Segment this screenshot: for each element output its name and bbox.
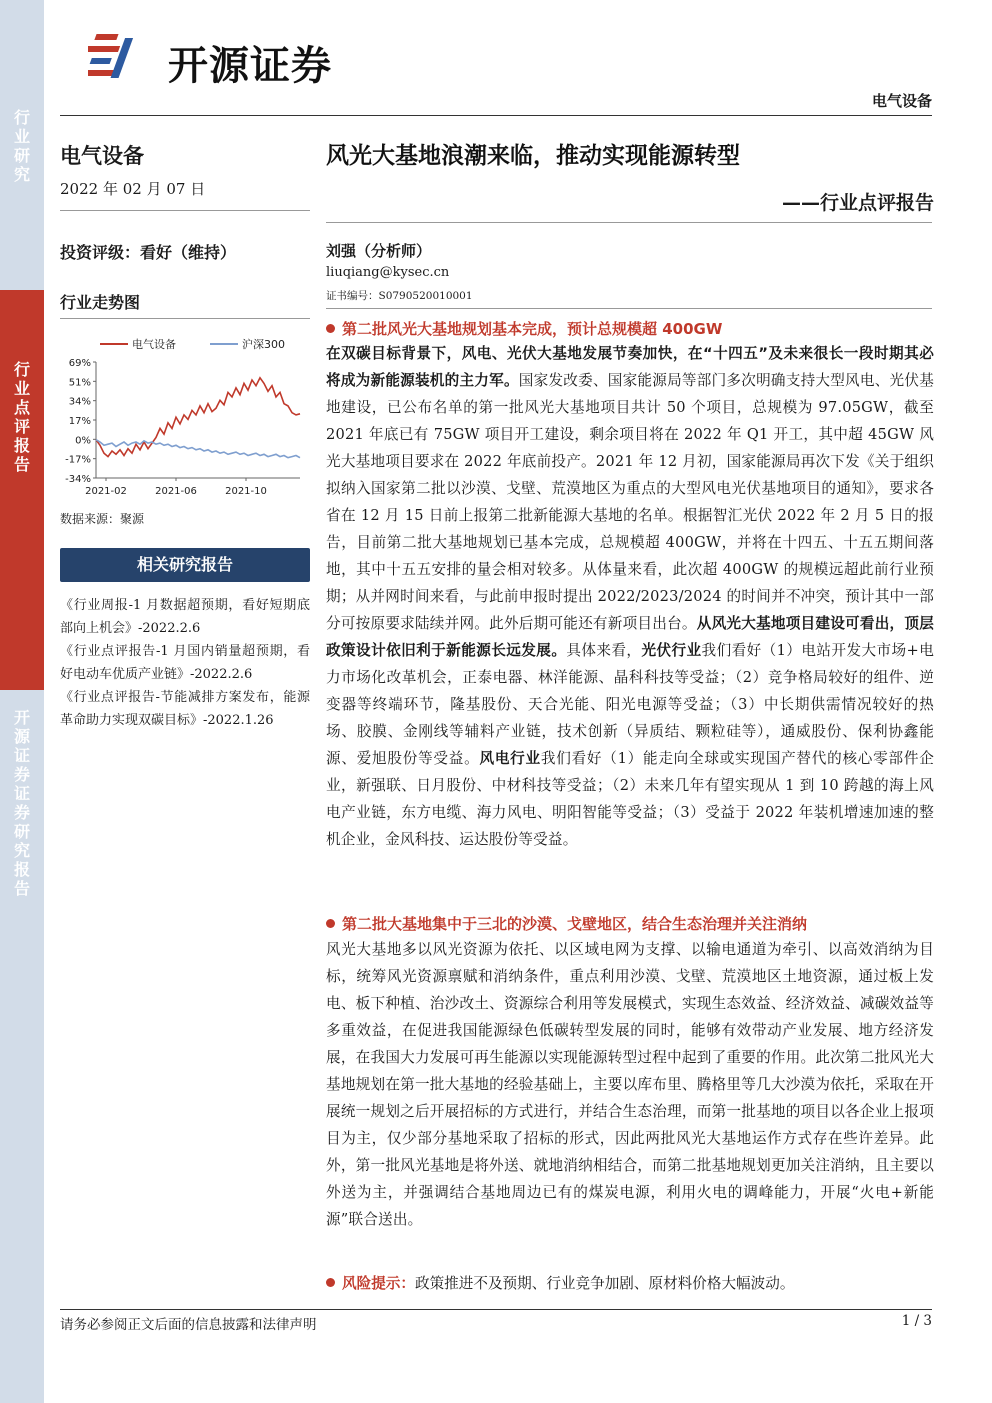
y-tick-label: 69% (68, 358, 91, 369)
x-tick-label: 2021-02 (85, 486, 127, 497)
side-label-bottom: 开源证券 证券研究报告 (13, 708, 30, 898)
wind-label: 风电行业 (479, 750, 541, 767)
section-2-heading (326, 913, 934, 934)
bullet-icon (326, 1278, 335, 1287)
analyst-email[interactable]: liuqiang@kysec.cn (326, 265, 450, 280)
left-divider-1 (60, 210, 310, 211)
trend-chart (56, 330, 312, 502)
risk-label: 风险提示： (342, 1275, 415, 1292)
series-line-index (96, 440, 300, 458)
analyst-cert: 证书编号：S0790520010001 (326, 290, 473, 302)
report-title: 风光大基地浪潮来临，推动实现能源转型 (326, 143, 740, 169)
page-number: 1 / 3 (901, 1313, 932, 1329)
investment-rating: 投资评级：看好（维持） (60, 243, 237, 262)
side-label-middle: 行业点评报告 (13, 360, 30, 474)
logo-mark-icon (88, 30, 160, 86)
related-reports-title: 相关研究报告 (60, 548, 310, 582)
analyst-name: 刘强（分析师） (326, 242, 432, 260)
y-tick-label: 17% (68, 416, 91, 427)
y-tick-label: -34% (65, 474, 91, 485)
legend-label: 沪深300 (242, 338, 285, 351)
related-report-item[interactable]: 《行业周报-1 月数据超预期，看好短期底部向上机会》-2022.2.6 (60, 598, 310, 636)
related-reports-list (60, 594, 310, 732)
section-1-heading-text: 第二批风光大基地规划基本完成，预计总规模超 400GW (342, 320, 723, 338)
side-label-top: 行业研究 (13, 108, 30, 184)
x-tick-label: 2021-10 (225, 486, 267, 497)
report-date: 2022 年 02 月 07 日 (60, 180, 206, 198)
bullet-icon (326, 919, 335, 928)
legend-label: 电气设备 (132, 338, 176, 351)
header-section-tag: 电气设备 (871, 92, 932, 110)
risk-text: 政策推进不及预期、行业竞争加剧、原材料价格大幅波动。 (414, 1275, 795, 1292)
header-divider (60, 115, 932, 116)
section-2-body: 风光大基地多以风光资源为依托、以区域电网为支撑、以输电通道为牵引、以高效消纳为目标，统筹风光资源禀赋和消纳条件，重点利用沙漠、戈壁、荒漠地区土地资源，通过板上发电、板下种植、治沙改土、资源综合利用等发展模式，实现生态效益、经济效益、减碳效益等多重效益，在促进我国能源绿色低碳转型发展的同时，能够有效带动产业发展、地方经济发展，在我国大力发展可再生能源以实现能源转型过程中起到了重要的作用。此次第二批风光大基地规划在第一批大基地的经验基础上，主要以库布里、腾格里等几大沙漠为依托，采取在开展统一规划之后开展招标的方式进行，并结合生态治理，而第一批基地的项目以各企业上报项目为主，仅少部分基地采取了招标的形式，因此两批风光大基地运作方式存在些许差异。此外，第一批风光基地是将外送、就地消纳相结合，而第二批基地规划更加关注消纳，且主要以外送为主，并强调结合基地周边已有的煤炭电源，利用火电的调峰能力，开展“火电+新能源”联合送出。 (326, 941, 934, 1228)
brand-logo (88, 30, 388, 90)
section-1-bold-2: 从风光大基地项目建设可看出，顶层政策设计依旧利于新能源长远发展。 (326, 615, 934, 659)
title-divider (326, 222, 932, 223)
trend-title: 行业走势图 (60, 293, 141, 312)
brand-name: 开源证券 (168, 43, 332, 89)
footer-divider (60, 1309, 932, 1310)
section-1-body (326, 340, 934, 853)
data-source: 数据来源：聚源 (60, 512, 145, 526)
section-1-text-2a: 具体来看， (566, 642, 642, 659)
side-strip (0, 0, 44, 1403)
y-tick-label: -17% (65, 454, 91, 466)
related-report-item[interactable]: 《行业点评报告-1 月国内销量超预期，看好电动车优质产业链》-2022.2.6 (60, 644, 310, 682)
y-tick-label: 0% (75, 435, 91, 447)
related-report-item[interactable]: 《行业点评报告-节能减排方案发布，能源革命助力实现双碳目标》-2022.1.26 (60, 690, 310, 728)
pv-label: 光伏行业 (641, 642, 702, 659)
section-1-text: 国家发改委、国家能源局等部门多次明确支持大型风电、光伏基地建设，已公布名单的第一批风光大基地项目共计 50 个项目，总规模为 97.05GW，截至 2021 年底已有 75GW 项目开工建设，剩余项目将在 2022 年 Q1 开工，其中超 45GW 风光大基地项目要求在 2022 年底前投产。2021 年 12 月初，国家能源局再次下发《关于组织拟纳入国家第二批以沙漠、戈壁、荒漠地区为重点的大型风电光伏基地项目的通知》，要求各省在 12 月 15 日前上报第二批新能源大基地的名单。根据智汇光伏 2022 年 2 月 5 日的报告，目前第二批大基地规划已基本完成，总规模超 400GW，并将在十四五、十五五期间落地，其中十五五安排的量会相对较多。从体量来看，此次超 400GW 的规模远超此前行业预期；从并网时间来看，与此前申报时提出 2022/2023/2024 的时间并不冲突，预计其中一部分可按原要求陆续并网。此外后期可能还有新项目出台。 (326, 372, 934, 632)
left-divider-2 (60, 318, 310, 319)
section-1-text-2c: 我们看好（1）能走向全球或实现国产替代的核心零部件企业，新强联、日月股份、中材科技等受益；（2）未来几年有望实现从 1 到 10 跨越的海上风电产业链，东方电缆、海力风电、明阳智能等受益；（3）受益于 2022 年装机增速加速的整机企业，金风科技、运达股份等受益。 (326, 750, 934, 848)
footer-disclaimer: 请务必参阅正文后面的信息披露和法律声明 (60, 1317, 317, 1333)
y-tick-label: 51% (68, 377, 91, 389)
risk-notice (326, 1272, 934, 1293)
x-tick-label: 2021-06 (155, 486, 197, 497)
industry-name: 电气设备 (60, 144, 144, 168)
y-tick-label: 34% (68, 396, 91, 408)
section-1-lead: 在双碳目标背景下，风电、光伏大基地发展节奏加快，在“十四五”及未来很长一段时期其必将成为新能源装机的主力军。 (326, 345, 934, 389)
section-2-heading-text: 第二批大基地集中于三北的沙漠、戈壁地区，结合生态治理并关注消纳 (342, 915, 808, 933)
bullet-icon (326, 324, 335, 333)
side-strip-middle (0, 290, 44, 690)
trend-chart-svg (56, 330, 312, 502)
section-1-text-2b: 我们看好（1）电站开发大市场+电力市场化改革机会，正泰电器、林洋能源、晶科科技等受益；（2）竞争格局较好的组件、逆变器等终端环节，隆基股份、天合光能、阳光电源等受益；（3）中长期供需情况较好的热场、胶膜、金刚线等辅料产业链，技术创新（异质结、颗粒硅等），通威股份、保利协鑫能源、爱旭股份等受益。 (326, 642, 934, 767)
section-1-heading (326, 318, 934, 339)
report-subtitle: ——行业点评报告 (781, 192, 934, 214)
analyst-divider (326, 308, 932, 309)
